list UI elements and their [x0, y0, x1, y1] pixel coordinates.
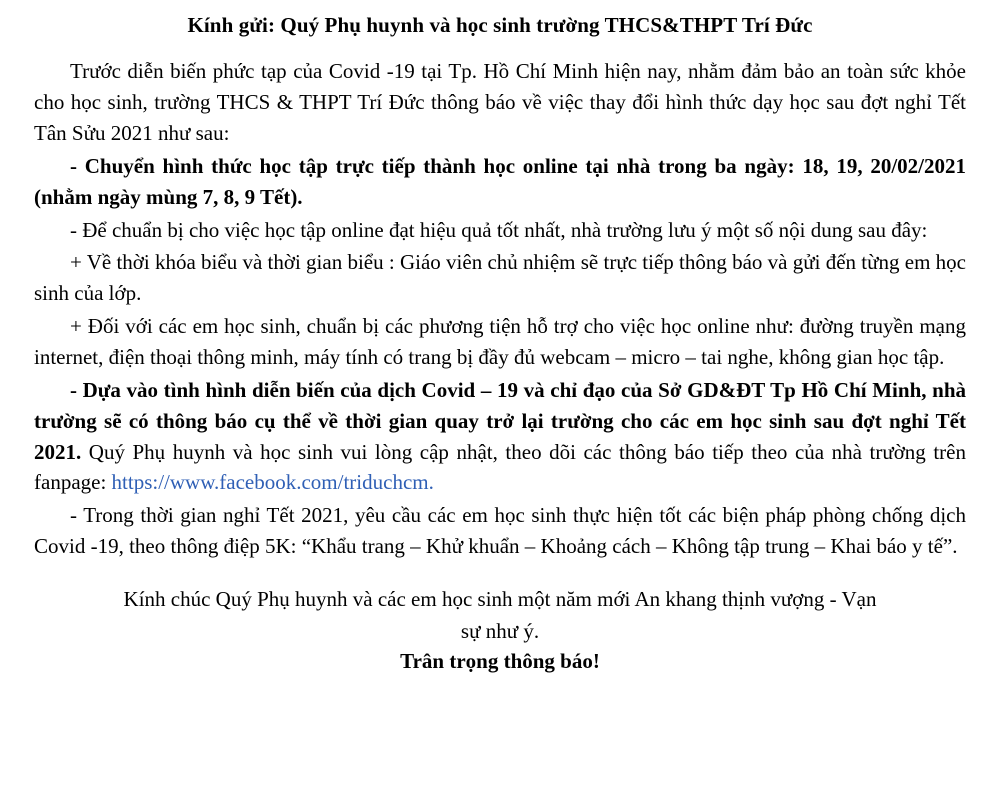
paragraph-equipment: + Đối với các em học sinh, chuẩn bị các phương tiện hỗ trợ cho việc học online như: đường truyền mạng internet, điện thoại thông minh, máy tính có trang bị đầy đủ webcam – micro – tai nghe, không gian học tập. — [34, 314, 966, 369]
paragraph-return-notice — [34, 375, 966, 498]
closing-wishes — [34, 584, 966, 647]
return-notice-rest: Quý Phụ huynh và học sinh vui lòng cập nhật, theo dõi các thông báo tiếp theo của nhà trường trên fanpage: — [34, 439, 966, 495]
paragraph-intro: Trước diễn biến phức tạp của Covid -19 tại Tp. Hồ Chí Minh hiện nay, nhằm đảm bảo an toàn sức khỏe cho học sinh, trường THCS & THPT Trí Đức thông báo về việc thay đổi hình thức dạy học sau đợt nghỉ Tết Tân Sửu 2021 như sau: — [34, 59, 966, 145]
paragraph-preparation-intro: - Để chuẩn bị cho việc học tập online đạt hiệu quả tốt nhất, nhà trường lưu ý một số nội dung sau đây: — [70, 217, 928, 242]
paragraph-timetable: + Về thời khóa biểu và thời gian biểu : Giáo viên chủ nhiệm sẽ trực tiếp thông báo và gửi đến từng em học sinh của lớp. — [34, 250, 966, 306]
return-notice-bold: - Dựa vào tình hình diễn biến của dịch Covid – 19 và chỉ đạo của Sở GD&ĐT Tp Hồ Chí Minh, nhà trường sẽ có thông báo cụ thể về thời gian quay trở lại trường cho các em học sinh sau đợt nghỉ Tết 2021. — [34, 377, 966, 464]
paragraph-online-switch: - Chuyển hình thức học tập trực tiếp thành học online tại nhà trong ba ngày: 18, 19, 20/02/2021 (nhằm ngày mùng 7, 8, 9 Tết). — [34, 153, 966, 209]
page-title: Kính gửi: Quý Phụ huynh và học sinh trường THCS&THPT Trí Đức — [187, 13, 813, 37]
fanpage-link[interactable]: https://www.facebook.com/triduchcm. — [111, 470, 434, 495]
paragraph-5k-message: - Trong thời gian nghỉ Tết 2021, yêu cầu các em học sinh thực hiện tốt các biện pháp phòng chống dịch Covid -19, theo thông điệp 5K: “Khẩu trang – Khử khuẩn – Khoảng cách – Không tập trung – Khai báo y tế”. — [34, 503, 966, 559]
closing-line-1: Kính chúc Quý Phụ huynh và các em học sinh một năm mới An khang thịnh vượng - Vạn — [123, 587, 877, 611]
closing-line-2: sự như ý. — [460, 618, 540, 643]
regards-line: Trân trọng thông báo! — [400, 649, 600, 673]
